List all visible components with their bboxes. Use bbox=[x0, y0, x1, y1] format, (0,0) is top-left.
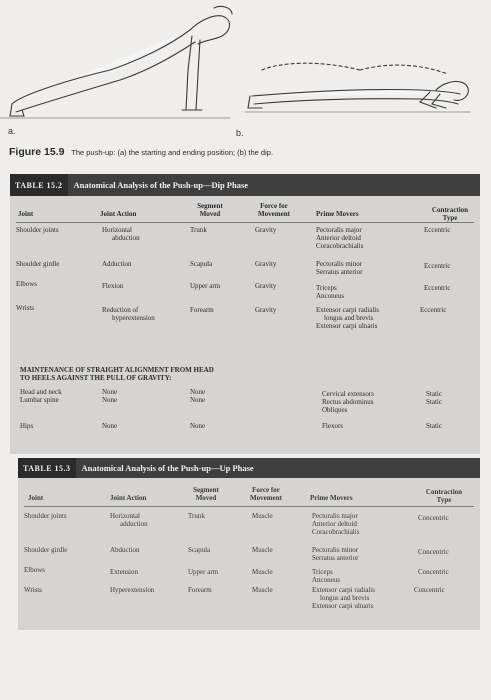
cell-action: Flexion bbox=[102, 282, 124, 290]
cell-prime-movers: Extensor carpi radialis longus and brevis Extensor carpi ulnaris bbox=[312, 586, 375, 610]
cell-action: Adduction bbox=[102, 260, 132, 268]
cell-joint: Hips bbox=[20, 422, 34, 430]
cell-joint: Elbows bbox=[16, 280, 37, 288]
cell-action: Hyperextension bbox=[110, 586, 155, 594]
cell-force: Gravity bbox=[255, 282, 277, 290]
cell-prime-movers: Extensor carpi radialis longus and brevis Extensor carpi ulnaris bbox=[316, 306, 379, 330]
cell-joint: Lumbar spine bbox=[20, 396, 59, 404]
pushup-dip-figure bbox=[245, 63, 470, 112]
cell-action: None bbox=[102, 422, 118, 430]
cell-contraction: Concentric bbox=[418, 568, 449, 576]
figure-caption-text: The push-up: (a) the starting and ending position; (b) the dip. bbox=[71, 148, 274, 157]
cell-force: Gravity bbox=[255, 260, 277, 268]
cell-prime-movers: Cervical extensors bbox=[322, 390, 374, 398]
cell-segment: None bbox=[190, 422, 206, 430]
maintenance-heading: MAINTENANCE OF STRAIGHT ALIGNMENT FROM HEAD TO HEELS AGAINST THE PULL OF GRAVITY: bbox=[20, 366, 214, 382]
header-joint: Joint bbox=[28, 494, 44, 502]
cell-contraction: Eccentric bbox=[424, 262, 451, 270]
cell-action: Reduction of hyperextension bbox=[102, 306, 155, 322]
cell-joint: Head and neck bbox=[20, 388, 62, 396]
table-15-2 bbox=[10, 174, 480, 454]
header-rule bbox=[16, 222, 474, 223]
cell-segment: None bbox=[190, 396, 206, 404]
figure-number: Figure 15.9 bbox=[9, 146, 65, 158]
cell-contraction: Concentric bbox=[414, 586, 445, 594]
cell-joint: Shoulder girdle bbox=[24, 546, 68, 554]
table-15-3-tag: TABLE 15.3 bbox=[18, 458, 76, 478]
cell-segment: Upper arm bbox=[188, 568, 219, 576]
header-prime-movers: Prime Movers bbox=[310, 494, 353, 502]
cell-contraction: Static bbox=[426, 422, 442, 430]
table-15-3 bbox=[18, 458, 480, 630]
cell-action: Extension bbox=[110, 568, 138, 576]
cell-contraction: Eccentric bbox=[424, 284, 451, 292]
header-contraction: Contraction Type bbox=[431, 206, 469, 222]
header-force: Force for Movement bbox=[250, 486, 282, 502]
cell-prime-movers: Rectus abdominus Obliques bbox=[322, 398, 374, 414]
cell-contraction: Concentric bbox=[418, 514, 449, 522]
cell-joint: Shoulder joints bbox=[24, 512, 67, 520]
table-15-3-titlebar bbox=[18, 458, 480, 478]
header-joint-action: Joint Action bbox=[110, 494, 147, 502]
cell-contraction: Eccentric bbox=[420, 306, 447, 314]
figure-label-b: b. bbox=[236, 128, 244, 138]
header-segment: Segment Moved bbox=[193, 486, 219, 502]
cell-joint: Elbows bbox=[24, 566, 45, 574]
table-15-2-title: Anatomical Analysis of the Push-up—Dip Phase bbox=[73, 180, 249, 190]
cell-force: Gravity bbox=[255, 306, 277, 314]
cell-force: Gravity bbox=[255, 226, 277, 234]
figure-label-a: a. bbox=[8, 126, 16, 136]
cell-segment: None bbox=[190, 388, 206, 396]
cell-prime-movers: Pectoralis major Anterior deltoid Coracobrachialis bbox=[312, 512, 360, 536]
cell-prime-movers: Triceps Anconeus bbox=[312, 568, 340, 584]
header-segment: Segment Moved bbox=[197, 202, 223, 218]
cell-joint: Wrists bbox=[16, 304, 34, 312]
cell-segment: Scapula bbox=[190, 260, 213, 268]
cell-action: Horizontal adduction bbox=[110, 512, 148, 528]
cell-contraction: Static bbox=[426, 390, 442, 398]
cell-action: Horizontal abduction bbox=[102, 226, 140, 242]
cell-force: Muscle bbox=[252, 586, 273, 594]
figure-caption bbox=[9, 146, 273, 158]
cell-joint: Shoulder girdle bbox=[16, 260, 60, 268]
cell-segment: Forearm bbox=[188, 586, 212, 594]
cell-segment: Trunk bbox=[190, 226, 207, 234]
cell-joint: Wrists bbox=[24, 586, 42, 594]
cell-action: Abduction bbox=[110, 546, 140, 554]
cell-contraction: Concentric bbox=[418, 548, 449, 556]
cell-segment: Forearm bbox=[190, 306, 214, 314]
cell-segment: Scapula bbox=[188, 546, 211, 554]
header-contraction: Contraction Type bbox=[425, 488, 463, 504]
table-15-2-titlebar bbox=[10, 174, 480, 196]
pushup-start-figure bbox=[0, 6, 232, 118]
cell-force: Muscle bbox=[252, 568, 273, 576]
header-prime-movers: Prime Movers bbox=[316, 210, 359, 218]
cell-action: None bbox=[102, 388, 118, 396]
header-force: Force for Movement bbox=[258, 202, 290, 218]
cell-action: None bbox=[102, 396, 118, 404]
cell-prime-movers: Pectoralis major Anterior deltoid Coracobrachialis bbox=[316, 226, 364, 250]
cell-prime-movers: Pectoralis minor Serratus anterior bbox=[312, 546, 359, 562]
cell-prime-movers: Pectoralis minor Serratus anterior bbox=[316, 260, 363, 276]
cell-contraction: Eccentric bbox=[424, 226, 451, 234]
table-15-2-tag: TABLE 15.2 bbox=[10, 174, 68, 196]
header-joint-action: Joint Action bbox=[100, 210, 137, 218]
cell-prime-movers: Triceps Anconeus bbox=[316, 284, 344, 300]
pushup-illustration bbox=[0, 0, 491, 120]
cell-force: Muscle bbox=[252, 512, 273, 520]
cell-segment: Upper arm bbox=[190, 282, 221, 290]
cell-prime-movers: Flexors bbox=[322, 422, 343, 430]
table-15-3-title: Anatomical Analysis of the Push-up—Up Phase bbox=[81, 463, 254, 473]
cell-contraction: Static bbox=[426, 398, 442, 406]
cell-joint: Shoulder joints bbox=[16, 226, 59, 234]
header-joint: Joint bbox=[18, 210, 34, 218]
cell-force: Muscle bbox=[252, 546, 273, 554]
cell-segment: Trunk bbox=[188, 512, 205, 520]
header-rule bbox=[24, 506, 474, 507]
